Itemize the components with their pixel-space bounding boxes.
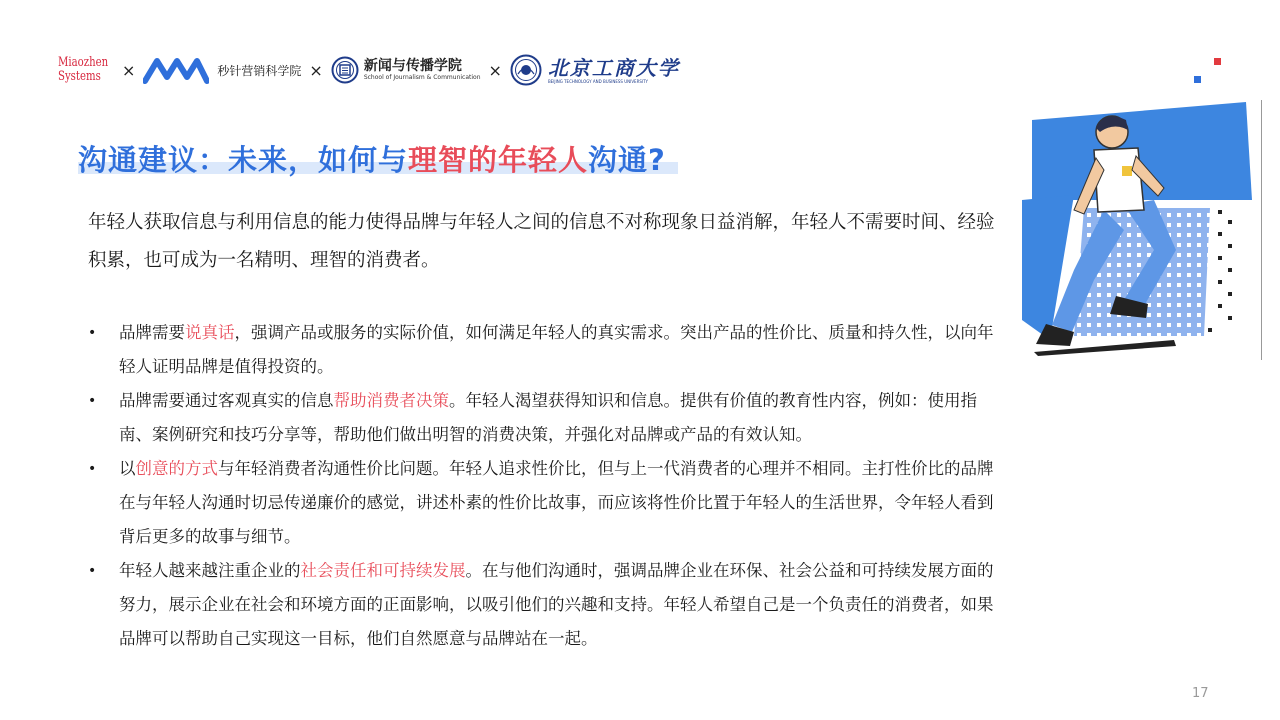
list-item (88, 316, 1003, 384)
bullet-text: 以 (119, 459, 136, 478)
logo-separator: × (488, 60, 502, 80)
slide-title (78, 138, 666, 178)
bullet-highlight: 帮助消费者决策 (333, 391, 449, 410)
journalism-school-name-en: School of Journalism & Communication (363, 74, 481, 81)
page-number: 17 (1192, 686, 1209, 701)
bullet-text: 品牌需要 (119, 323, 185, 342)
decor-blue-square (1194, 76, 1201, 83)
btbu-name: 北京工商大学 (547, 55, 680, 80)
miaozhen-institute-logo (143, 55, 301, 85)
bullet-highlight: 创意的方式 (135, 459, 218, 478)
recommendation-list (88, 316, 1003, 656)
bullet-text: 。年轻人渴望获得知识和信息。提供有价值的教育性内容，例如：使用指南、案例研究和技巧分享等，帮助他们做出明智的消费决策，并强化对品牌或产品的有效认知。 (119, 391, 977, 444)
journalism-school-logo (331, 56, 481, 84)
header-logos (58, 50, 680, 90)
young-person-illustration (1014, 100, 1264, 362)
bullet-highlight: 社会责任和可持续发展 (300, 561, 466, 580)
list-item (88, 384, 1003, 452)
journalism-seal-icon (331, 56, 359, 84)
btbu-emblem-icon (510, 54, 542, 86)
logo-separator: × (122, 60, 136, 80)
title-text (78, 138, 666, 179)
bullet-text: ，强调产品或服务的实际价值，如何满足年轻人的真实需求。突出产品的性价比、质量和持久性，以向年轻人证明品牌是值得投资的。 (119, 323, 994, 376)
btbu-logo (510, 54, 680, 86)
journalism-school-name: 新闻与传播学院 (363, 58, 462, 74)
title-part-2: 理智的年轻人 (408, 143, 589, 177)
list-item (88, 554, 1003, 656)
miaozhen-systems-logo (58, 55, 109, 84)
title-part-3: 沟通? (588, 143, 666, 177)
miaozhen-logo-line2: Systems (58, 69, 101, 84)
intro-paragraph: 年轻人获取信息与利用信息的能力使得品牌与年轻人之间的信息不对称现象日益消解，年轻人不需要时间、经验积累，也可成为一名精明、理智的消费者。 (88, 212, 995, 271)
bullet-text: 与年轻消费者沟通性价比问题。年轻人追求性价比，但与上一代消费者的心理并不相同。主打性价比的品牌在与年轻人沟通时切忌传递廉价的感觉，讲述朴素的性价比故事，而应该将性价比置于年轻人的生活世界，令年轻人看到背后更多的故事与细节。 (119, 459, 994, 546)
decor-vertical-line (1261, 100, 1262, 360)
bullet-text: 。在与他们沟通时，强调品牌企业在环保、社会公益和可持续发展方面的努力，展示企业在社会和环境方面的正面影响，以吸引他们的兴趣和支持。年轻人希望自己是一个负责任的消费者，如果品牌可以帮助自己实现这一目标，他们自然愿意与品牌站在一起。 (119, 561, 994, 648)
btbu-name-en: BEIJING TECHNOLOGY AND BUSINESS UNIVERSITY (547, 78, 648, 84)
bullet-highlight: 说真话 (185, 323, 235, 342)
title-part-1: 沟通建议：未来，如何与 (78, 143, 409, 177)
bullet-text: 品牌需要通过客观真实的信息 (119, 391, 334, 410)
miaozhen-wave-icon (143, 55, 209, 85)
miaozhen-institute-name: 秒针营销科学院 (217, 63, 302, 78)
miaozhen-logo-line1: Miaozhen (58, 55, 109, 70)
logo-separator: × (309, 60, 323, 80)
list-item (88, 452, 1003, 554)
decor-red-square (1214, 58, 1221, 65)
bullet-text: 年轻人越来越注重企业的 (119, 561, 301, 580)
